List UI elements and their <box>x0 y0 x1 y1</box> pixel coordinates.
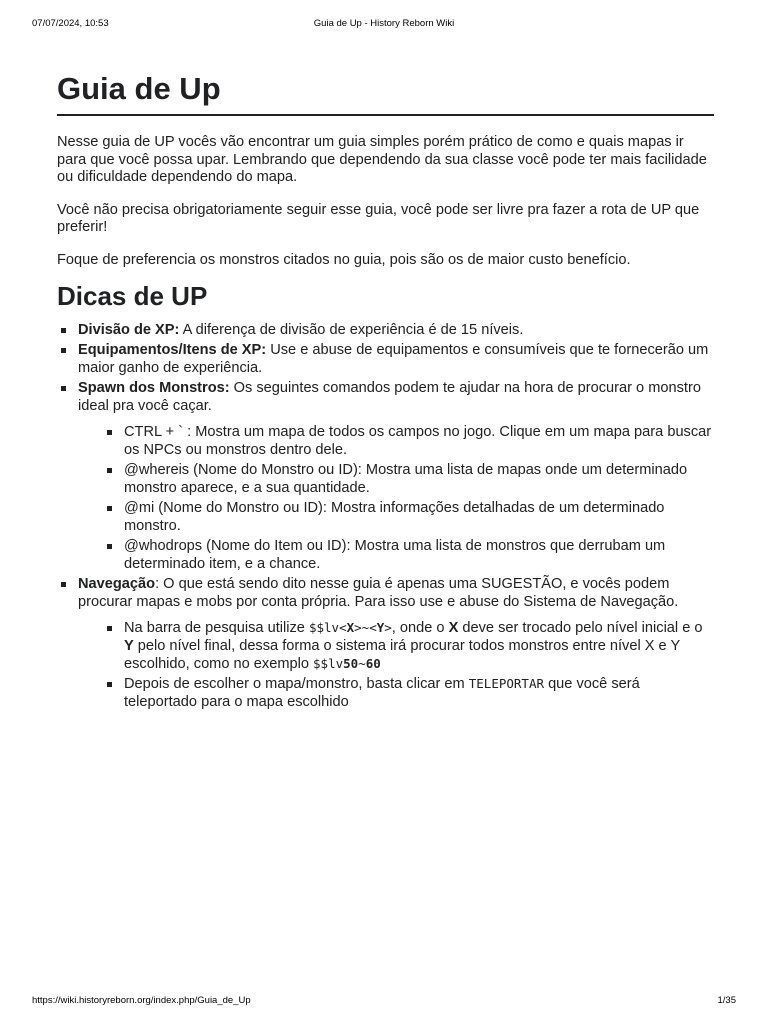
article-content <box>57 70 714 712</box>
list-item: @mi (Nome do Monstro ou ID): Mostra informações detalhadas de um determinado monstro. <box>103 499 714 535</box>
print-footer <box>32 995 736 1009</box>
print-date: 07/07/2024, 10:53 <box>32 18 109 29</box>
teleport-code: TELEPORTAR <box>468 676 545 691</box>
tip-text: A diferença de divisão de experiência é de 15 níveis. <box>179 322 524 338</box>
bold-x: X <box>448 620 459 636</box>
code-part: ~ <box>358 656 366 671</box>
bold-y: Y <box>124 638 134 654</box>
list-item <box>57 321 714 339</box>
navigation-steps-list <box>103 619 714 711</box>
print-page-title: Guia de Up - History Reborn Wiki <box>313 18 455 29</box>
code-part: Y <box>376 620 385 635</box>
code-part: $$lv< <box>308 620 347 635</box>
tip-label: Spawn dos Monstros: <box>78 380 230 396</box>
step-text: , onde o <box>391 620 449 636</box>
code-example <box>313 656 381 671</box>
section-title: Dicas de UP <box>57 281 208 311</box>
list-item <box>57 379 714 573</box>
tip-label: Divisão de XP: <box>78 322 180 338</box>
code-snippet <box>309 620 392 635</box>
navigation-text: : O que está sendo dito nesse guia é apenas uma SUGESTÃO, e vocês podem procurar mapas e mobs por conta própria. Para isso use e abuse do Sistema de Navegação. <box>78 576 679 610</box>
code-part: 60 <box>365 656 381 671</box>
step-text: deve ser trocado pelo nível inicial e o <box>458 620 703 636</box>
print-url: https://wiki.historyreborn.org/index.php/Guia_de_Up <box>32 995 251 1006</box>
print-header <box>32 18 736 32</box>
list-item <box>103 675 714 711</box>
tip-text: Os seguintes comandos podem te ajudar na hora de procurar o monstro ideal pra você caçar. <box>78 380 701 414</box>
code-part: >~< <box>354 620 377 635</box>
tip-text: Use e abuse de equipamentos e consumíveis que te fornecerão um maior ganho de experiência. <box>78 342 709 376</box>
tip-label: Equipamentos/Itens de XP: <box>78 342 267 358</box>
list-item <box>103 619 714 673</box>
intro-paragraph-3: Foque de preferencia os monstros citados no guia, pois são os de maior custo benefício. <box>57 251 631 268</box>
list-item: CTRL + ` : Mostra um mapa de todos os campos no jogo. Clique em um mapa para buscar os NPCs ou monstros dentro dele. <box>103 423 714 459</box>
list-item <box>57 341 714 377</box>
step-text: pelo nível final, dessa forma o sistema irá procurar todos monstros entre nível X e Y escolhido, como no exemplo <box>124 638 680 672</box>
step-text: Depois de escolher o mapa/monstro, basta clicar em <box>124 676 469 692</box>
commands-list <box>103 423 714 573</box>
page-title: Guia de Up <box>57 70 714 116</box>
list-item: @whereis (Nome do Monstro ou ID): Mostra uma lista de mapas onde um determinado monstro aparece, e a sua quantidade. <box>103 461 714 497</box>
step-text: que você será teleportado para o mapa escolhido <box>124 676 640 710</box>
navigation-label: Navegação <box>78 576 156 592</box>
code-part: $$lv <box>313 656 344 671</box>
list-item: @whodrops (Nome do Item ou ID): Mostra uma lista de monstros que derrubam um determinado item, e a chance. <box>103 537 714 573</box>
code-part: > <box>384 620 392 635</box>
code-part: X <box>346 620 355 635</box>
intro-paragraph-1: Nesse guia de UP vocês vão encontrar um guia simples porém prático de como e quais mapas ir para que você possa upar. Lembrando que dependendo da sua classe você pode ter mais facilidade ou dificuldade dependendo do mapa. <box>57 134 707 185</box>
list-item <box>57 575 714 711</box>
tips-list <box>57 321 714 711</box>
step-text: Na barra de pesquisa utilize <box>124 620 309 636</box>
intro-paragraph-2: Você não precisa obrigatoriamente seguir esse guia, você pode ser livre pra fazer a rota de UP que preferir! <box>57 201 700 235</box>
page-number: 1/35 <box>717 995 736 1006</box>
code-part: 50 <box>343 656 359 671</box>
